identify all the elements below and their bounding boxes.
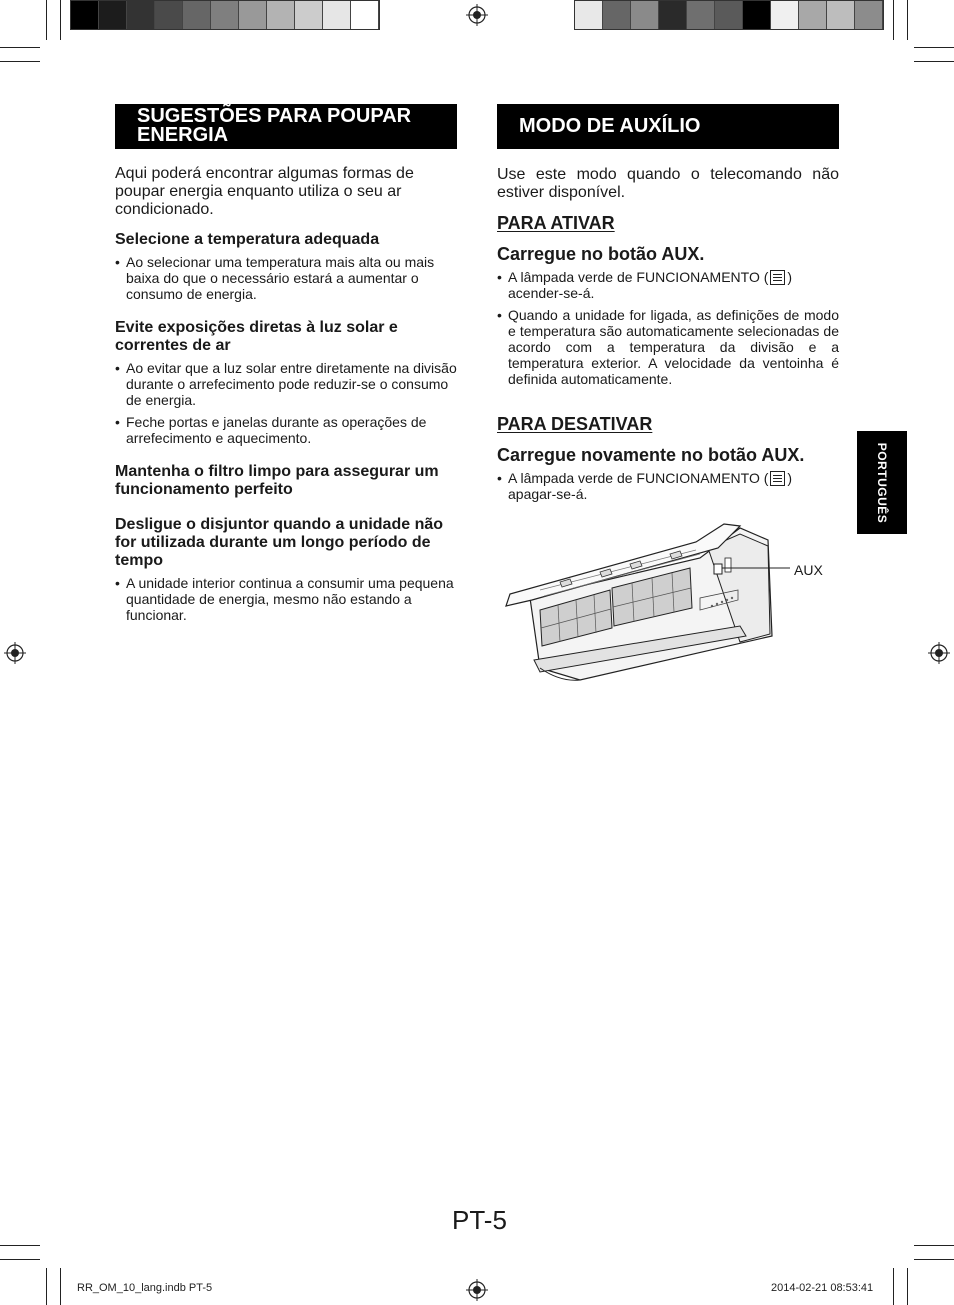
activate-heading: PARA ATIVAR: [497, 213, 615, 233]
registration-mark-icon: [928, 642, 950, 664]
language-tab-label: PORTUGUÊS: [875, 442, 889, 523]
list-item-text: ) apagar-se-á.: [508, 470, 793, 502]
footer-timestamp: 2014-02-21 08:53:41: [771, 1282, 874, 1294]
section-header-aux-mode: MODO DE AUXÍLIO: [497, 104, 839, 149]
color-swatch: [211, 1, 239, 29]
registration-mark-icon: [4, 642, 26, 664]
deactivate-heading: PARA DESATIVAR: [497, 414, 653, 434]
deactivate-list: [497, 470, 839, 508]
language-tab: [857, 431, 907, 534]
color-swatch: [239, 1, 267, 29]
list-item: [497, 269, 839, 301]
tip-title-breaker: Desligue o disjuntor quando a unidade não for utilizada durante um longo período de tempo: [115, 516, 444, 569]
list-item-text: A lâmpada verde de FUNCIONAMENTO (: [508, 470, 769, 486]
list-item: • A unidade interior continua a consumir uma pequena quantidade de energia, mesmo não estando a funcionar.: [115, 575, 457, 623]
color-swatch: [127, 1, 155, 29]
list-item: • Ao selecionar uma temperatura mais alta ou mais baixa do que o necessário estará a aumentar o consumo de energia.: [115, 254, 457, 302]
tip-title-filter: Mantenha o filtro limpo para assegurar um funcionamento perfeito: [115, 463, 439, 498]
color-bar-right: [574, 0, 884, 30]
color-swatch: [771, 1, 799, 29]
tip-title-sunlight: Evite exposições diretas à luz solar e correntes de ar: [115, 319, 398, 354]
color-swatch: [575, 1, 603, 29]
color-swatch: [827, 1, 855, 29]
color-swatch: [659, 1, 687, 29]
tip-title-temperature: Selecione a temperatura adequada: [115, 231, 380, 248]
tip-list-temperature: [115, 254, 457, 308]
deactivate-subheading: Carregue novamente no botão AUX.: [497, 445, 805, 465]
list-item-text: A lâmpada verde de FUNCIONAMENTO (: [508, 269, 769, 285]
color-swatch: [323, 1, 351, 29]
tip-list-breaker: [115, 575, 457, 629]
grayscale-bar-left: [70, 0, 380, 30]
color-swatch: [99, 1, 127, 29]
list-item: [497, 470, 839, 502]
registration-mark-icon: [466, 4, 488, 26]
operation-lamp-icon: [770, 471, 785, 486]
list-item-text: ) acender-se-á.: [508, 269, 793, 301]
color-swatch: [71, 1, 99, 29]
aux-intro-text: Use este modo quando o telecomando não estiver disponível.: [497, 166, 839, 201]
activate-subheading: Carregue no botão AUX.: [497, 244, 705, 264]
registration-mark-icon: [466, 1279, 488, 1301]
color-swatch: [715, 1, 743, 29]
list-item: • Ao evitar que a luz solar entre diretamente na divisão durante o arrefecimento pode reduzir-se o consumo de energia.: [115, 360, 457, 408]
air-conditioner-illustration: [500, 518, 840, 684]
color-swatch: [267, 1, 295, 29]
color-swatch: [183, 1, 211, 29]
color-swatch: [799, 1, 827, 29]
operation-lamp-icon: [770, 270, 785, 285]
color-swatch: [155, 1, 183, 29]
activate-list: [497, 269, 839, 393]
color-swatch: [631, 1, 659, 29]
color-swatch: [743, 1, 771, 29]
footer-filename: RR_OM_10_lang.indb PT-5: [77, 1282, 213, 1294]
aux-label: AUX: [794, 562, 823, 578]
page-number: PT-5: [452, 1205, 507, 1235]
tip-list-sunlight: [115, 360, 457, 452]
color-swatch: [351, 1, 379, 29]
color-swatch: [295, 1, 323, 29]
list-item: • Quando a unidade for ligada, as definições de modo e temperatura são automaticamente selecionadas de acordo com a temperatura da divisão e a temperatura exterior. A velocidade da ventoinha é definida automaticamente.: [497, 307, 839, 387]
section-header-energy-tips: SUGESTÕES PARA POUPAR ENERGIA: [115, 104, 457, 149]
color-swatch: [855, 1, 883, 29]
color-swatch: [603, 1, 631, 29]
color-swatch: [687, 1, 715, 29]
list-item: • Feche portas e janelas durante as operações de arrefecimento e aquecimento.: [115, 414, 457, 446]
intro-text: Aqui poderá encontrar algumas formas de poupar energia enquanto utiliza o seu ar condicionado.: [115, 165, 414, 218]
